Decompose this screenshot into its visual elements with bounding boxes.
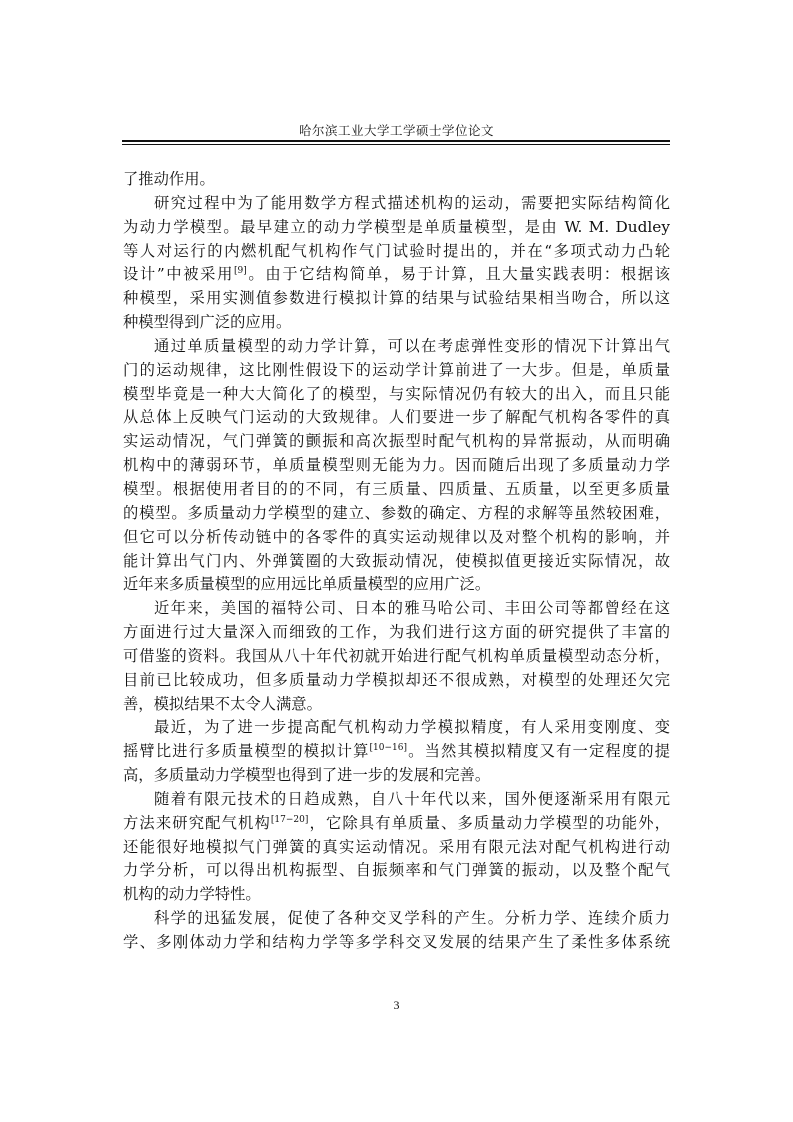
text-line: 机构的动力学特性。 — [123, 885, 261, 904]
text-line: 学、多刚体动力学和结构力学等多学科交叉发展的结果产生了柔性多体系统 — [123, 933, 670, 951]
citation: [10−16] — [369, 743, 408, 754]
text-segment: 。由于它结构简单，易于计算，且大量实践表明：根据该 — [246, 265, 670, 284]
citation: [9] — [234, 266, 247, 277]
text-line: 善，模拟结果不太令人满意。 — [123, 694, 322, 713]
header-rule-thin — [122, 144, 670, 145]
text-line: 了推动作用。 — [123, 170, 215, 188]
text-line — [123, 812, 670, 836]
text-segment: 方法来研究配气机构 — [123, 813, 271, 832]
text-segment: 摇臂比进行多质量模型的模拟计算 — [123, 742, 370, 761]
text-line: 力学分析，可以得出机构振型、自振频率和气门弹簧的振动，以及整个配气 — [123, 861, 670, 880]
text-line: 从总体上反映气门运动的大致规律。人们要进一步了解配气机构各零件的真 — [123, 408, 670, 427]
text-segment: 设计”中被采用 — [123, 265, 235, 284]
text-line: 最近，为了进一步提高配气机构动力学模拟精度，有人采用变刚度、变 — [154, 718, 670, 737]
citation: [17−20] — [270, 814, 309, 825]
text-line: 能计算出气门内、外弹簧圈的大致振动情况，使模拟值更接近实际情况，故 — [123, 551, 670, 570]
body-text — [123, 168, 670, 955]
text-line: 种模型得到广泛的应用。 — [123, 313, 292, 332]
text-line: 模型。根据使用者目的的不同，有三质量、四质量、五质量，以至更多质量 — [123, 479, 670, 498]
page-number: 3 — [393, 998, 400, 1012]
text-line: 还能很好地模拟气门弹簧的真实运动情况。采用有限元法对配气机构进行动 — [123, 837, 670, 856]
text-line: 方面进行过大量深入而细致的工作，为我们进行这方面的研究提供了丰富的 — [123, 623, 670, 642]
header-rule-thick — [122, 140, 670, 142]
text-line: 目前已比较成功，但多质量动力学模拟却还不很成熟，对模型的处理还欠完 — [123, 670, 670, 689]
text-line: 种模型，采用实测值参数进行模拟计算的结果与试验结果相当吻合，所以这 — [123, 289, 670, 308]
text-line: 近年来，美国的福特公司、日本的雅马哈公司、丰田公司等都曾经在这 — [154, 599, 670, 618]
running-header: 哈尔滨工业大学工学硕士学位论文 — [298, 124, 494, 138]
text-segment: 。当然其模拟精度又有一定程度的提 — [407, 742, 670, 761]
text-line: 等人对运行的内燃机配气机构作气门试验时提出的，并在“多项式动力凸轮 — [123, 241, 670, 260]
text-line: 研究过程中为了能用数学方程式描述机构的运动，需要把实际结构简化 — [154, 193, 670, 212]
text-segment: ，它除具有单质量、多质量动力学模型的功能外， — [308, 813, 670, 832]
text-line: 实运动情况，气门弹簧的颤振和高次振型时配气机构的异常振动，从而明确 — [123, 432, 670, 451]
text-line: 为动力学模型。最早建立的动力学模型是单质量模型，是由 W. M. Dudley — [123, 217, 670, 236]
text-line: 随着有限元技术的日趋成熟，自八十年代以来，国外便逐渐采用有限元 — [154, 789, 670, 808]
text-line — [123, 740, 670, 764]
text-line: 科学的迅猛发展，促使了各种交叉学科的产生。分析力学、连续介质力 — [154, 909, 670, 928]
text-line: 门的运动规律，这比刚性假设下的运动学计算前进了一大步。但是，单质量 — [123, 360, 670, 379]
text-line — [123, 263, 670, 287]
text-line: 的模型。多质量动力学模型的建立、参数的确定、方程的求解等虽然较困难， — [123, 503, 670, 522]
text-line: 但它可以分析传动链中的各零件的真实运动规律以及对整个机构的影响，并 — [123, 527, 670, 546]
text-line: 近年来多质量模型的应用远比单质量模型的应用广泛。 — [123, 575, 491, 594]
text-line: 模型毕竟是一种大大简化了的模型，与实际情况仍有较大的出入，而且只能 — [123, 384, 670, 403]
text-line: 高，多质量动力学模型也得到了进一步的发展和完善。 — [123, 766, 491, 785]
text-line: 机构中的薄弱环节，单质量模型则无能为力。因而随后出现了多质量动力学 — [123, 456, 670, 475]
text-line: 可借鉴的资料。我国从八十年代初就开始进行配气机构单质量模型动态分析， — [123, 646, 670, 665]
text-line: 通过单质量模型的动力学计算，可以在考虑弹性变形的情况下计算出气 — [154, 336, 670, 355]
